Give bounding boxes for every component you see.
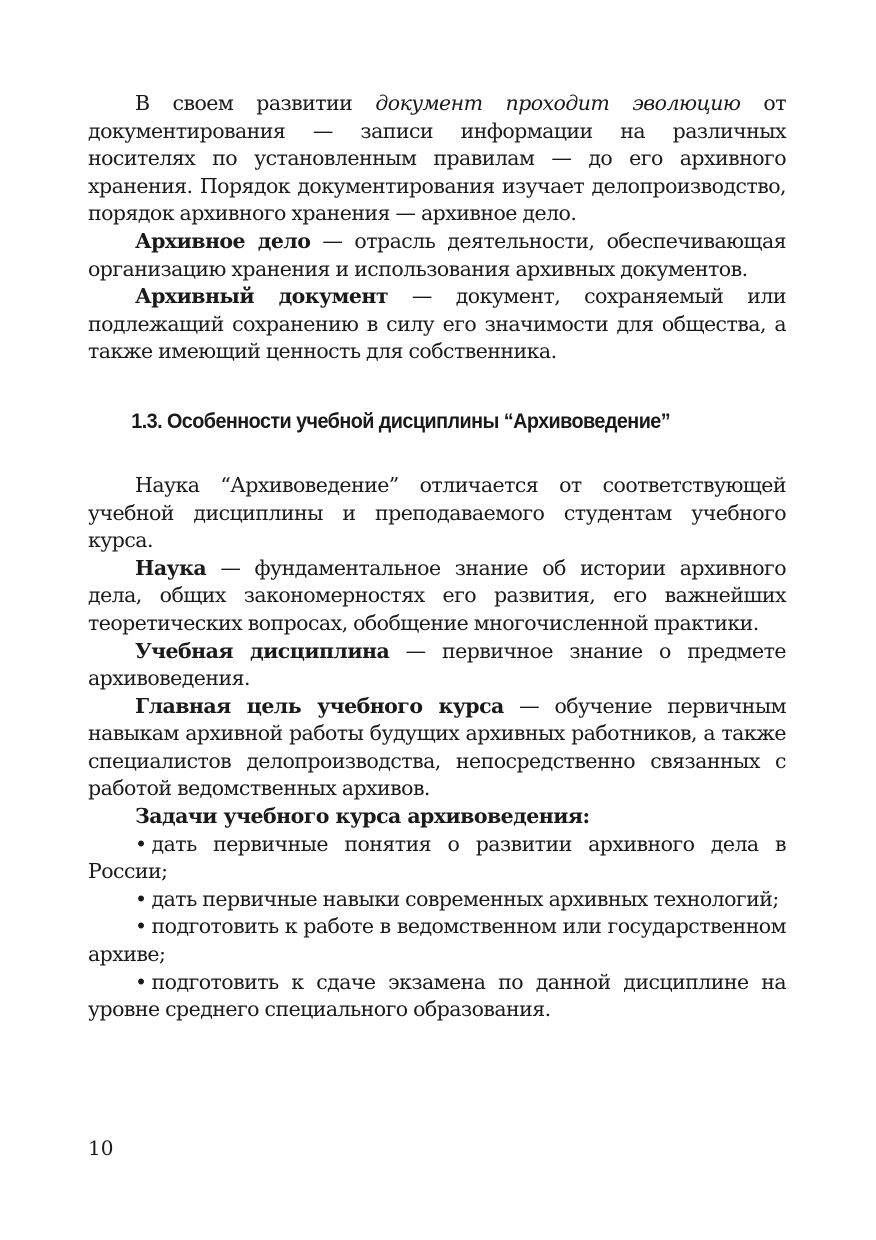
task-text: дать первичные понятия о развитии архивного дела в России; bbox=[88, 831, 786, 884]
bullet-icon: • bbox=[135, 914, 147, 939]
intro-paragraphs bbox=[88, 90, 786, 366]
task-list-item bbox=[88, 831, 786, 886]
task-list-item bbox=[88, 886, 786, 914]
page-number: 10 bbox=[88, 1136, 114, 1160]
intro-paragraph bbox=[88, 228, 786, 283]
bullet-icon: • bbox=[135, 831, 147, 856]
term-bold: Наука bbox=[135, 555, 207, 580]
paragraph-text: — отрасль деятельности, обеспечивающая организацию хранения и использования архивных документов. bbox=[88, 228, 786, 281]
tasks-heading: Задачи учебного курса архивоведения: bbox=[135, 804, 590, 829]
task-text: дать первичные навыки современных архивных технологий; bbox=[151, 886, 779, 911]
paragraph-text: от документирования — записи информации на различных носителях по установленным правилам — до его архивного хранения. Порядок документирования изучает делопроизводство, порядок архивного хранения — архивное дело. bbox=[88, 91, 786, 226]
intro-paragraph bbox=[88, 90, 786, 228]
section-paragraph bbox=[88, 638, 786, 693]
term-bold: Архивный документ bbox=[135, 284, 388, 309]
task-text: подготовить к работе в ведомственном или государственном архиве; bbox=[88, 914, 786, 967]
task-text: подготовить к сдаче экзамена по данной дисциплине на уровне среднего специального образования. bbox=[88, 969, 786, 1022]
section-paragraph bbox=[88, 555, 786, 638]
section-paragraph bbox=[88, 693, 786, 803]
section-heading: 1.3. Особенности учебной дисциплины “Архивоведение” bbox=[131, 408, 671, 433]
paragraph-text: — первичное знание о предмете архивоведения. bbox=[88, 638, 786, 691]
tasks-list bbox=[88, 831, 786, 1024]
section-paragraphs bbox=[88, 472, 786, 803]
term-bold: Учебная дисциплина bbox=[135, 638, 390, 663]
intro-paragraph bbox=[88, 283, 786, 366]
paragraph-text: В своем развитии bbox=[135, 91, 376, 115]
paragraph-text: Наука “Архивоведение” отличается от соответствующей учебной дисциплины и преподаваемого студентам учебного курса. bbox=[88, 472, 786, 553]
term-bold: Архивное дело bbox=[135, 228, 311, 253]
paragraph-text: — документ, сохраняемый или подлежащий сохранению в силу его значимости для общества, а также имеющий ценность для собственника. bbox=[88, 284, 787, 364]
term-bold: Главная цель учебного курса bbox=[135, 693, 504, 718]
section-paragraph bbox=[88, 472, 786, 555]
task-list-item bbox=[88, 969, 786, 1024]
task-list-item bbox=[88, 913, 786, 968]
emphasis-italic: документ проходит эволюцию bbox=[375, 91, 741, 115]
bullet-icon: • bbox=[135, 886, 147, 911]
paragraph-text: — фундаментальное знание об истории архивного дела, общих закономерностях его развития, его важнейших теоретических вопросах, обобщение многочисленной практики. bbox=[88, 555, 786, 635]
paragraph-text: — обучение первичным навыкам архивной работы будущих архивных работников, а также специалистов делопроизводства, непосредственно связанных с работой ведомственных архивов. bbox=[88, 693, 786, 801]
bullet-icon: • bbox=[135, 969, 147, 994]
page-body bbox=[88, 90, 786, 1024]
